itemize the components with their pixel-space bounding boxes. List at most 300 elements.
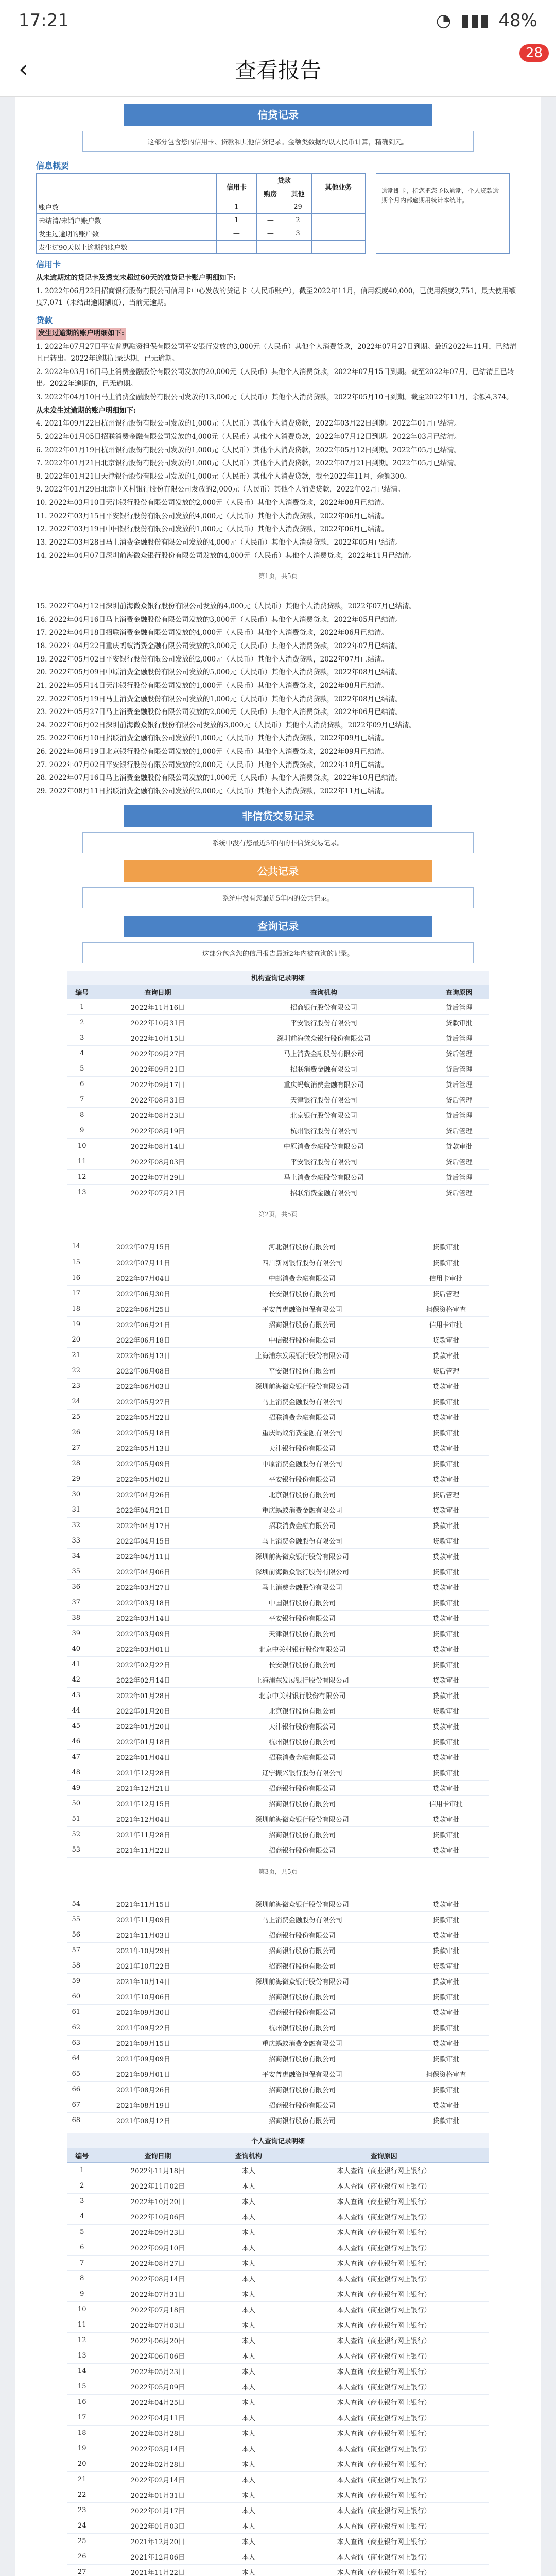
personal-query-row-cell: 本人 xyxy=(219,2240,279,2255)
personal-query-row-cell: 2022年02月14日 xyxy=(97,2471,218,2487)
org-query-row-cell: 招商银行股份有限公司 xyxy=(201,1958,403,1974)
org-query-row-cell: 平安普惠融资担保有限公司 xyxy=(201,1301,403,1316)
org-query-row xyxy=(67,1285,489,1301)
summary-cell: — xyxy=(216,241,257,254)
personal-query-row-cell: 本人查询（商业银行网上银行） xyxy=(279,2363,489,2379)
personal-query-row-cell: 2022年10月06日 xyxy=(97,2209,218,2224)
org-query-row-cell: 招联消费金融有限公司 xyxy=(201,1409,403,1425)
org-query-row-cell: 贷款审批 xyxy=(403,1687,489,1703)
org-query-row-cell: 35 xyxy=(67,1564,85,1579)
org-query-row-cell: 2022年04月17日 xyxy=(85,1517,202,1533)
personal-query-row xyxy=(67,2162,489,2178)
org-query-row xyxy=(67,1363,489,1378)
org-query-row xyxy=(67,1347,489,1363)
org-query-row-cell: 2022年07月11日 xyxy=(85,1255,202,1270)
personal-query-row xyxy=(67,2502,489,2518)
org-query-row-cell: 2022年05月27日 xyxy=(85,1394,202,1409)
org-query-row xyxy=(67,1092,489,1108)
personal-query-row-cell: 本人 xyxy=(219,2255,279,2270)
public-note: 系统中没有您最近5年内的公共记录。 xyxy=(82,887,474,908)
org-query-row-cell: 16 xyxy=(67,1270,85,1285)
wifi-icon: ◔ xyxy=(436,10,451,31)
org-query-row-cell: 贷款审批 xyxy=(403,2005,489,2020)
org-query-row-cell: 贷款审批 xyxy=(403,2097,489,2113)
section-banner-credit: 信贷记录 xyxy=(124,104,432,126)
personal-query-row-cell: 2 xyxy=(67,2178,97,2193)
personal-query-row-cell: 2022年11月18日 xyxy=(97,2162,218,2178)
org-query-row xyxy=(67,1502,489,1517)
org-query-row-cell: 2021年08月19日 xyxy=(85,2097,202,2113)
personal-query-row-cell: 2022年07月03日 xyxy=(97,2317,218,2332)
org-query-caption: 机构查询记录明细 xyxy=(67,971,489,985)
org-query-row-cell: 杭州银行股份有限公司 xyxy=(219,1123,429,1139)
org-query-row xyxy=(67,1672,489,1687)
personal-query-row-cell: 本人 xyxy=(219,2301,279,2317)
org-query-row xyxy=(67,1595,489,1610)
personal-query-row xyxy=(67,2178,489,2193)
summary-row-label: 账户数 xyxy=(37,200,217,214)
org-query-row xyxy=(67,1641,489,1656)
org-query-row-cell: 2022年05月18日 xyxy=(85,1425,202,1440)
personal-query-caption: 个人查询记录明细 xyxy=(67,2133,489,2148)
org-query-row-cell: 辽宁振兴银行股份有限公司 xyxy=(201,1765,403,1780)
org-query-row-cell: 13 xyxy=(67,1185,97,1200)
personal-query-row-cell: 11 xyxy=(67,2317,97,2332)
personal-query-row-cell: 10 xyxy=(67,2301,97,2317)
org-query-row-cell: 贷款审批 xyxy=(403,1641,489,1656)
org-query-row-cell: 贷款审批 xyxy=(403,2020,489,2036)
org-query-row-cell: 贷款审批 xyxy=(403,1564,489,1579)
personal-query-row xyxy=(67,2240,489,2255)
org-query-row xyxy=(67,1394,489,1409)
org-query-row-cell: 2022年02月22日 xyxy=(85,1656,202,1672)
personal-query-row xyxy=(67,2209,489,2224)
org-query-row xyxy=(67,1440,489,1455)
org-query-row-cell: 2022年05月09日 xyxy=(85,1455,202,1471)
org-query-row-cell: 2022年05月22日 xyxy=(85,1409,202,1425)
card-item: 1. 2022年06月22日招商银行股份有限公司信用卡中心发放的贷记卡（人民币账户），截至2022年11月，信用额度40,000，已使用额度2,751，最大使用额度7,071（未结出逾期额度），当前无逾期。 xyxy=(36,286,516,308)
personal-query-row-cell: 本人 xyxy=(219,2193,279,2209)
org-query-row-cell: 贷款审批 xyxy=(403,1239,489,1255)
org-query-row-cell: 2021年09月01日 xyxy=(85,2066,202,2082)
org-query-row-cell: 贷后管理 xyxy=(403,1486,489,1502)
org-query-row-cell: 6 xyxy=(67,1077,97,1092)
org-query-row-cell: 2022年08月19日 xyxy=(97,1123,218,1139)
org-query-row-cell: 50 xyxy=(67,1795,85,1811)
noncredit-note: 系统中没有您最近5年内的非信贷交易记录。 xyxy=(82,832,474,853)
org-query-row xyxy=(67,2113,489,2128)
org-query-row-cell: 重庆蚂蚁消费金融有限公司 xyxy=(201,1502,403,1517)
org-query-row xyxy=(67,2005,489,2020)
org-query-row-cell: 27 xyxy=(67,1440,85,1455)
loan-clean-item: 8. 2022年01月21日天津银行股份有限公司发放的1,000元（人民币）其他个人消费贷款，截至2022年11月，余额300。 xyxy=(36,472,411,481)
org-query-row xyxy=(67,1077,489,1092)
org-query-row-cell: 2021年09月30日 xyxy=(85,2005,202,2020)
org-query-row-cell: 平安银行股份有限公司 xyxy=(201,1471,403,1486)
personal-query-row-cell: 本人查询（商业银行网上银行） xyxy=(279,2193,489,2209)
loan-clean-item: 6. 2022年01月19日杭州银行股份有限公司发放的1,000元（人民币）其他个人消费贷款，2022年05月12日到期。2022年05月已结清。 xyxy=(36,446,461,454)
summary-header-card: 信用卡 xyxy=(216,174,257,200)
personal-query-row-cell: 2022年04月25日 xyxy=(97,2394,218,2410)
page-number-2: 第2页，共5页 xyxy=(258,1211,298,1218)
org-query-row-cell: 66 xyxy=(67,2082,85,2097)
personal-query-row-cell: 本人 xyxy=(219,2518,279,2533)
org-query-row xyxy=(67,1943,489,1958)
org-query-row-cell: 41 xyxy=(67,1656,85,1672)
personal-query-row-cell: 2022年06月06日 xyxy=(97,2348,218,2363)
summary-row-label: 发生过90天以上逾期的账户数 xyxy=(37,241,217,254)
org-query-row-cell: 40 xyxy=(67,1641,85,1656)
org-query-row-cell: 贷款审批 xyxy=(403,1548,489,1564)
loan-list-page2 xyxy=(36,601,520,798)
org-query-row xyxy=(67,1927,489,1943)
org-query-row-cell: 担保资格审查 xyxy=(403,2066,489,2082)
org-query-table-page4 xyxy=(67,1896,489,2129)
personal-query-row-cell: 27 xyxy=(67,2564,97,2576)
personal-query-row xyxy=(67,2255,489,2270)
org-query-row-cell: 9 xyxy=(67,1123,97,1139)
org-query-row-cell: 2021年11月15日 xyxy=(85,1896,202,1912)
org-query-row-cell: 贷款审批 xyxy=(403,1943,489,1958)
org-query-row-cell: 2021年11月03日 xyxy=(85,1927,202,1943)
query-note: 这部分包含您的信用报告最近2年内被查询的记录。 xyxy=(82,942,474,963)
org-query-row-cell: 北京银行股份有限公司 xyxy=(219,1108,429,1123)
personal-query-row-cell: 5 xyxy=(67,2224,97,2240)
org-query-row xyxy=(67,1989,489,2005)
personal-query-row xyxy=(67,2286,489,2301)
personal-query-row-cell: 本人 xyxy=(219,2162,279,2178)
org-query-row-cell: 贷后管理 xyxy=(429,1123,489,1139)
personal-query-table xyxy=(67,2133,489,2576)
personal-query-row-cell: 2022年04月11日 xyxy=(97,2410,218,2425)
summary-area xyxy=(36,173,520,254)
personal-query-row xyxy=(67,2379,489,2394)
org-query-row-cell: 贷款审批 xyxy=(403,1927,489,1943)
org-query-row-cell: 贷后管理 xyxy=(429,1061,489,1077)
org-query-row-cell: 招联消费金融有限公司 xyxy=(219,1061,429,1077)
org-query-row-cell: 2022年01月28日 xyxy=(85,1687,202,1703)
org-query-row-cell: 贷后管理 xyxy=(429,1030,489,1046)
personal-query-row xyxy=(67,2518,489,2533)
org-query-row-cell: 59 xyxy=(67,1974,85,1989)
summary-row xyxy=(37,241,366,254)
org-query-row xyxy=(67,1687,489,1703)
personal-query-row-cell: 本人 xyxy=(219,2533,279,2549)
org-query-row-cell: 2 xyxy=(67,1015,97,1030)
personal-query-row-cell: 本人 xyxy=(219,2348,279,2363)
loan-clean-item: 26. 2022年06月19日北京银行股份有限公司发放的1,000元（人民币）其他个人消费贷款，2022年09月已结清。 xyxy=(36,748,389,756)
org-query-row-cell: 贷后管理 xyxy=(429,1046,489,1061)
section-banner-noncredit: 非信贷交易记录 xyxy=(124,805,432,827)
org-query-row-cell: 长安银行股份有限公司 xyxy=(201,1656,403,1672)
org-query-row-cell: 贷款审批 xyxy=(403,1672,489,1687)
personal-query-row-cell: 2022年03月28日 xyxy=(97,2425,218,2441)
org-query-row-cell: 贷款审批 xyxy=(403,1502,489,1517)
loan-clean-item: 13. 2022年03月28日马上消费金融股份有限公司发放的4,000元（人民币）其他个人消费贷款，2022年05月已结清。 xyxy=(36,538,403,547)
org-query-row-cell: 招商银行股份有限公司 xyxy=(201,2113,403,2128)
summary-row-label: 未结清/未销户账户数 xyxy=(37,214,217,227)
personal-query-row xyxy=(67,2564,489,2576)
org-query-row-cell: 担保资格审查 xyxy=(403,1301,489,1316)
org-query-row-cell: 49 xyxy=(67,1780,85,1795)
personal-query-row-cell: 17 xyxy=(67,2410,97,2425)
personal-query-row-cell: 本人查询（商业银行网上银行） xyxy=(279,2162,489,2178)
org-query-row xyxy=(67,1108,489,1123)
org-query-row-cell: 2022年02月14日 xyxy=(85,1672,202,1687)
org-query-row-cell: 12 xyxy=(67,1170,97,1185)
summary-cell: — xyxy=(216,227,257,241)
org-query-row-cell: 2022年01月20日 xyxy=(85,1703,202,1718)
org-query-row-cell: 2022年04月11日 xyxy=(85,1548,202,1564)
org-query-row-cell: 52 xyxy=(67,1826,85,1842)
loan-overdue-item: 1. 2022年07月27日平安普惠融资担保有限公司平安银行发放的3,000元（人民币）其他个人消费贷款，2022年07月27日到期。最近2022年11月，已结清且已转出。2022年逾期记录达期，已无逾期。 xyxy=(36,342,517,363)
personal-query-row xyxy=(67,2533,489,2549)
personal-query-row-cell: 本人查询（商业银行网上银行） xyxy=(279,2564,489,2576)
org-query-row-cell: 贷后管理 xyxy=(429,1092,489,1108)
org-query-row-cell: 2022年11月16日 xyxy=(97,999,218,1015)
personal-query-row-cell: 本人查询（商业银行网上银行） xyxy=(279,2518,489,2533)
org-query-row-cell: 2022年05月13日 xyxy=(85,1440,202,1455)
org-query-row-cell: 招联消费金融有限公司 xyxy=(201,1749,403,1765)
summary-cell: — xyxy=(257,214,284,227)
summary-cell: 29 xyxy=(284,200,311,214)
org-query-row-cell: 17 xyxy=(67,1285,85,1301)
personal-query-row-cell: 本人 xyxy=(219,2270,279,2286)
org-query-row-cell: 贷款审批 xyxy=(403,1378,489,1394)
personal-query-row-cell: 26 xyxy=(67,2549,97,2564)
org-query-row-cell: 贷款审批 xyxy=(403,1409,489,1425)
loan-clean-item: 23. 2022年05月27日马上消费金融股份有限公司发放的2,000元（人民币）其他个人消费贷款，2022年06月已结清。 xyxy=(36,708,403,717)
org-query-row-cell: 贷款审批 xyxy=(403,1958,489,1974)
personal-query-row xyxy=(67,2410,489,2425)
org-query-row xyxy=(67,1046,489,1061)
org-query-row-cell: 5 xyxy=(67,1061,97,1077)
query-header-org: 查询机构 xyxy=(219,985,429,999)
org-query-row-cell: 2022年01月18日 xyxy=(85,1734,202,1749)
org-query-row-cell: 2022年03月14日 xyxy=(85,1610,202,1625)
org-query-row-cell: 39 xyxy=(67,1625,85,1641)
org-query-row xyxy=(67,1030,489,1046)
org-query-row xyxy=(67,1015,489,1030)
org-query-row-cell: 32 xyxy=(67,1517,85,1533)
org-query-row xyxy=(67,1471,489,1486)
org-query-row-cell: 贷款审批 xyxy=(403,1896,489,1912)
loan-clean-item: 7. 2022年01月21日北京银行股份有限公司发放的1,000元（人民币）其他个人消费贷款，2022年07月21日到期。2022年05月已结清。 xyxy=(36,459,461,468)
personal-query-row-cell: 2022年09月10日 xyxy=(97,2240,218,2255)
org-query-row-cell: 贷款审批 xyxy=(403,1579,489,1595)
summary-cell: 1 xyxy=(216,200,257,214)
loan-clean-item: 27. 2022年07月02日平安银行股份有限公司发放的2,000元（人民币）其他个人消费贷款，2022年10月已结清。 xyxy=(36,760,389,769)
org-query-row-cell: 2021年09月22日 xyxy=(85,2020,202,2036)
summary-cell: — xyxy=(257,241,284,254)
personal-query-row-cell: 本人 xyxy=(219,2410,279,2425)
personal-query-row-cell: 本人 xyxy=(219,2209,279,2224)
org-query-row-cell: 58 xyxy=(67,1958,85,1974)
org-query-table xyxy=(67,971,489,1201)
org-query-row-cell: 2022年10月15日 xyxy=(97,1030,218,1046)
query-header-no: 编号 xyxy=(67,985,97,999)
summary-cell xyxy=(311,200,365,214)
summary-cell: 1 xyxy=(216,214,257,227)
personal-query-row-cell: 本人 xyxy=(219,2425,279,2441)
personal-query-row-cell: 2021年12月06日 xyxy=(97,2549,218,2564)
personal-query-row-cell: 本人 xyxy=(219,2394,279,2410)
personal-query-row xyxy=(67,2549,489,2564)
org-query-row xyxy=(67,1656,489,1672)
org-query-row-cell: 44 xyxy=(67,1703,85,1718)
personal-query-row-cell: 16 xyxy=(67,2394,97,2410)
org-query-row-cell: 38 xyxy=(67,1610,85,1625)
org-query-row-cell: 2022年06月30日 xyxy=(85,1285,202,1301)
personal-query-row xyxy=(67,2332,489,2348)
org-query-row xyxy=(67,1378,489,1394)
org-query-row-cell: 贷款审批 xyxy=(403,1455,489,1471)
org-query-row-cell: 22 xyxy=(67,1363,85,1378)
personal-query-row xyxy=(67,2425,489,2441)
summary-header-other: 其他业务 xyxy=(311,174,365,200)
org-query-row-cell: 60 xyxy=(67,1989,85,2005)
org-query-row-cell: 贷款审批 xyxy=(403,1471,489,1486)
personal-query-row xyxy=(67,2301,489,2317)
org-query-row-cell: 65 xyxy=(67,2066,85,2082)
org-query-row xyxy=(67,1564,489,1579)
org-query-row-cell: 信用卡审批 xyxy=(403,1795,489,1811)
personal-query-row xyxy=(67,2441,489,2456)
personal-query-row xyxy=(67,2224,489,2240)
org-query-row-cell: 招商银行股份有限公司 xyxy=(201,1780,403,1795)
personal-query-row-cell: 本人查询（商业银行网上银行） xyxy=(279,2471,489,2487)
personal-query-row-cell: 本人 xyxy=(219,2379,279,2394)
org-query-row-cell: 重庆蚂蚁消费金融有限公司 xyxy=(219,1077,429,1092)
org-query-row-cell: 贷后管理 xyxy=(429,999,489,1015)
personal-query-row-cell: 2022年03月14日 xyxy=(97,2441,218,2456)
org-query-row-cell: 2022年07月29日 xyxy=(97,1170,218,1185)
org-query-row-cell: 56 xyxy=(67,1927,85,1943)
org-query-row-cell: 42 xyxy=(67,1672,85,1687)
org-query-row-cell: 2022年04月15日 xyxy=(85,1533,202,1548)
org-query-row-cell: 中原消费金融股份有限公司 xyxy=(219,1139,429,1154)
personal-query-row-cell: 8 xyxy=(67,2270,97,2286)
org-query-row-cell: 1 xyxy=(67,999,97,1015)
org-query-row xyxy=(67,1811,489,1826)
summary-row-label: 发生过逾期的账户数 xyxy=(37,227,217,241)
query-header-date: 查询日期 xyxy=(97,985,218,999)
personal-query-row-cell: 本人查询（商业银行网上银行） xyxy=(279,2332,489,2348)
personal-query-row-cell: 本人查询（商业银行网上银行） xyxy=(279,2286,489,2301)
org-query-row-cell: 招商银行股份有限公司 xyxy=(201,1795,403,1811)
org-query-row-cell: 2021年12月15日 xyxy=(85,1795,202,1811)
org-query-row-cell: 25 xyxy=(67,1409,85,1425)
org-query-row-cell: 34 xyxy=(67,1548,85,1564)
personal-query-row-cell: 7 xyxy=(67,2255,97,2270)
org-query-row-cell: 贷款审批 xyxy=(403,1332,489,1347)
org-query-row-cell: 深圳前海微众银行股份有限公司 xyxy=(201,1564,403,1579)
personal-query-row-cell: 12 xyxy=(67,2332,97,2348)
summary-cell: — xyxy=(257,227,284,241)
org-query-row xyxy=(67,1123,489,1139)
org-query-row-cell: 20 xyxy=(67,1332,85,1347)
org-query-row-cell: 2022年10月31日 xyxy=(97,1015,218,1030)
org-query-row-cell: 平安银行股份有限公司 xyxy=(219,1015,429,1030)
org-query-row-cell: 2022年03月01日 xyxy=(85,1641,202,1656)
personal-query-row xyxy=(67,2270,489,2286)
personal-query-row-cell: 15 xyxy=(67,2379,97,2394)
org-query-row-cell: 2022年08月23日 xyxy=(97,1108,218,1123)
org-query-row-cell: 2022年07月21日 xyxy=(97,1185,218,1200)
org-query-row-cell: 天津银行股份有限公司 xyxy=(219,1092,429,1108)
status-bar xyxy=(0,0,556,41)
personal-header-no: 编号 xyxy=(67,2148,97,2162)
org-query-row-cell: 2021年09月09日 xyxy=(85,2051,202,2066)
summary-row xyxy=(37,200,366,214)
org-query-row-cell: 8 xyxy=(67,1108,97,1123)
org-query-row xyxy=(67,1270,489,1285)
org-query-row xyxy=(67,1718,489,1734)
personal-query-row xyxy=(67,2363,489,2379)
org-query-row-cell: 贷款审批 xyxy=(403,1440,489,1455)
personal-query-row-cell: 本人查询（商业银行网上银行） xyxy=(279,2425,489,2441)
back-arrow-icon[interactable]: ‹ xyxy=(19,55,29,83)
summary-cell: 2 xyxy=(284,214,311,227)
org-query-row xyxy=(67,2036,489,2051)
org-query-row xyxy=(67,1780,489,1795)
org-query-row-cell: 马上消费金融股份有限公司 xyxy=(219,1046,429,1061)
org-query-row xyxy=(67,1409,489,1425)
org-query-row-cell: 55 xyxy=(67,1912,85,1927)
org-query-row-cell: 2021年10月22日 xyxy=(85,1958,202,1974)
loan-clean-item: 14. 2022年04月07日深圳前海微众银行股份有限公司发放的4,000元（人民币）其他个人消费贷款，2022年11月已结清。 xyxy=(36,551,416,560)
org-query-row-cell: 招联消费金融有限公司 xyxy=(219,1185,429,1200)
org-query-row-cell: 贷款审批 xyxy=(403,1974,489,1989)
org-query-row-cell: 杭州银行股份有限公司 xyxy=(201,1734,403,1749)
org-query-row xyxy=(67,1185,489,1200)
personal-query-row-cell: 4 xyxy=(67,2209,97,2224)
personal-query-row-cell: 本人查询（商业银行网上银行） xyxy=(279,2441,489,2456)
org-query-row-cell: 14 xyxy=(67,1239,85,1255)
org-query-row-cell: 2022年06月21日 xyxy=(85,1316,202,1332)
org-query-row xyxy=(67,1486,489,1502)
org-query-row xyxy=(67,1795,489,1811)
summary-header-loan: 贷款 xyxy=(257,174,311,187)
org-query-row xyxy=(67,1316,489,1332)
org-query-row-cell: 3 xyxy=(67,1030,97,1046)
org-query-row-cell: 26 xyxy=(67,1425,85,1440)
personal-query-row-cell: 本人 xyxy=(219,2224,279,2240)
org-query-row-cell: 54 xyxy=(67,1896,85,1912)
loan-overdue-list xyxy=(36,341,520,404)
status-time: 17:21 xyxy=(19,10,69,31)
org-query-row-cell: 2022年08月31日 xyxy=(97,1092,218,1108)
org-query-row xyxy=(67,1912,489,1927)
personal-query-row-cell: 本人 xyxy=(219,2317,279,2332)
org-query-row-cell: 2022年06月25日 xyxy=(85,1301,202,1316)
org-query-row-cell: 天津银行股份有限公司 xyxy=(201,1718,403,1734)
org-query-row-cell: 马上消费金融股份有限公司 xyxy=(201,1394,403,1409)
org-query-row-cell: 招商银行股份有限公司 xyxy=(201,2082,403,2097)
org-query-row-cell: 贷款审批 xyxy=(403,1718,489,1734)
personal-query-row xyxy=(67,2487,489,2502)
personal-query-row xyxy=(67,2193,489,2209)
personal-query-row-cell: 本人 xyxy=(219,2332,279,2348)
credit-report xyxy=(15,97,541,2576)
org-query-row xyxy=(67,1455,489,1471)
loan-clean-item: 12. 2022年03月19日中国银行股份有限公司发放的1,000元（人民币）其他个人消费贷款，2022年06月已结清。 xyxy=(36,525,389,534)
org-query-row-cell: 7 xyxy=(67,1092,97,1108)
personal-query-row-cell: 2022年06月20日 xyxy=(97,2332,218,2348)
org-query-row-cell: 2022年03月09日 xyxy=(85,1625,202,1641)
org-query-row-cell: 贷款审批 xyxy=(403,1749,489,1765)
org-query-row-cell: 贷款审批 xyxy=(403,1394,489,1409)
